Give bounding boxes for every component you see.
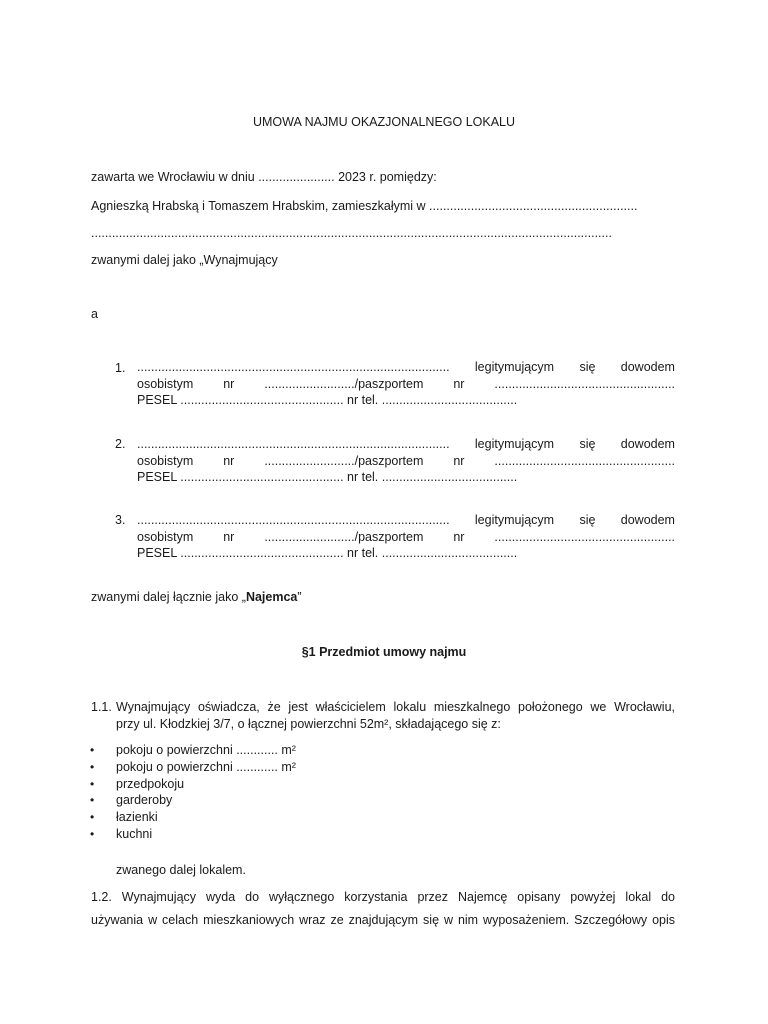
sie-word: się (579, 437, 596, 451)
list-item (90, 776, 296, 793)
nr-word: nr (453, 376, 465, 391)
document-title: UMOWA NAJMU OKAZJONALNEGO LOKALU (252, 115, 516, 129)
party-id-line (137, 376, 675, 393)
party-details (137, 436, 675, 486)
paragraph-1-2-line1: 1.2. Wynajmujący wyda do wyłącznego korzystania przez Najemcę opisany powyżej lokal do (91, 890, 675, 904)
paragraph-1-1-closing: zwanego dalej lokalem. (116, 863, 246, 877)
party-pesel-line: PESEL ............................................... nr tel. ....................................... (137, 470, 518, 484)
party-number: 3. (115, 513, 126, 527)
and-word: a (91, 307, 98, 321)
passport-dots: .................................................... (494, 529, 676, 544)
party-name-line (137, 436, 675, 453)
tenant-label-bold: Najemca (245, 590, 298, 604)
tenant-label (91, 589, 302, 605)
party-id-line (137, 529, 675, 546)
tenant-label-prefix: zwanymi dalej łącznie jako „ (91, 590, 246, 604)
party-number: 2. (115, 437, 126, 451)
landlords-line: Agnieszką Hrabską i Tomaszem Hrabskim, zamieszkałymi w ............................................................ (91, 199, 638, 213)
passport-field: ........................../paszportem (264, 376, 424, 391)
room-label: garderoby (116, 793, 173, 808)
room-label: pokoju o powierzchni ............ m² (116, 759, 296, 774)
bullet-icon: • (90, 743, 95, 757)
intro-line: zawarta we Wrocławiu w dniu ...................... 2023 r. pomiędzy: (91, 170, 437, 184)
sie-word: się (579, 513, 596, 527)
party-number: 1. (115, 361, 126, 375)
nr-word: nr (223, 529, 235, 544)
paragraph-1-1-number: 1.1. (91, 700, 112, 714)
party-pesel-line: PESEL ............................................... nr tel. ....................................... (137, 393, 518, 407)
osobistym-word: osobistym (137, 376, 194, 391)
list-item (90, 792, 296, 809)
list-item (90, 742, 296, 759)
passport-dots: .................................................... (494, 453, 676, 468)
party-pesel-line: PESEL ............................................... nr tel. ....................................... (137, 546, 518, 560)
name-dots: .......................................................................................... (137, 360, 450, 374)
passport-field: ........................../paszportem (264, 529, 424, 544)
passport-dots: .................................................... (494, 376, 676, 391)
list-item (90, 759, 296, 776)
bullet-icon: • (90, 793, 95, 808)
room-label: kuchni (116, 826, 153, 841)
paragraph-1-1-line2: przy ul. Kłodzkiej 3/7, o łącznej powierzchni 52m², składającego się z: (116, 717, 501, 731)
bullet-icon: • (90, 810, 95, 825)
list-item (90, 826, 296, 843)
list-item (90, 809, 296, 826)
dowodem-word: dowodem (620, 513, 675, 527)
bullet-icon: • (90, 759, 95, 774)
paragraph-1-1-line1: Wynajmujący oświadcza, że jest właścicielem lokalu mieszkalnego położonego we Wrocławiu, (116, 700, 675, 714)
name-dots: .......................................................................................... (137, 437, 450, 451)
bullet-icon: • (90, 826, 95, 841)
address-dots: ...................................................................................................................................................... (91, 226, 612, 240)
paragraph-1-2-line2: używania w celach mieszkaniowych wraz ze znajdującym się w nim wyposażeniem. Szczegółowy opis (91, 913, 675, 927)
nr-word: nr (223, 453, 235, 468)
landlord-label: zwanymi dalej jako „Wynajmujący (91, 253, 278, 267)
legit-word: legitymującym (474, 513, 555, 527)
rooms-list (90, 742, 296, 843)
party-name-line (137, 512, 675, 529)
party-details (137, 512, 675, 562)
nr-word: nr (453, 453, 465, 468)
osobistym-word: osobistym (137, 529, 194, 544)
party-name-line (137, 359, 675, 376)
room-label: łazienki (116, 810, 158, 825)
nr-word: nr (453, 529, 465, 544)
sie-word: się (579, 360, 596, 374)
bullet-icon: • (90, 776, 95, 791)
nr-word: nr (223, 376, 235, 391)
party-id-line (137, 453, 675, 470)
room-label: pokoju o powierzchni ............ m² (116, 743, 296, 757)
dowodem-word: dowodem (620, 437, 675, 451)
name-dots: .......................................................................................... (137, 513, 450, 527)
section-1-heading: §1 Przedmiot umowy najmu (301, 645, 467, 659)
room-label: przedpokoju (116, 776, 185, 791)
dowodem-word: dowodem (620, 360, 675, 374)
party-details (137, 359, 675, 409)
osobistym-word: osobistym (137, 453, 194, 468)
legit-word: legitymującym (474, 360, 555, 374)
tenant-label-suffix: ” (297, 590, 302, 604)
passport-field: ........................../paszportem (264, 453, 424, 468)
legit-word: legitymującym (474, 437, 555, 451)
